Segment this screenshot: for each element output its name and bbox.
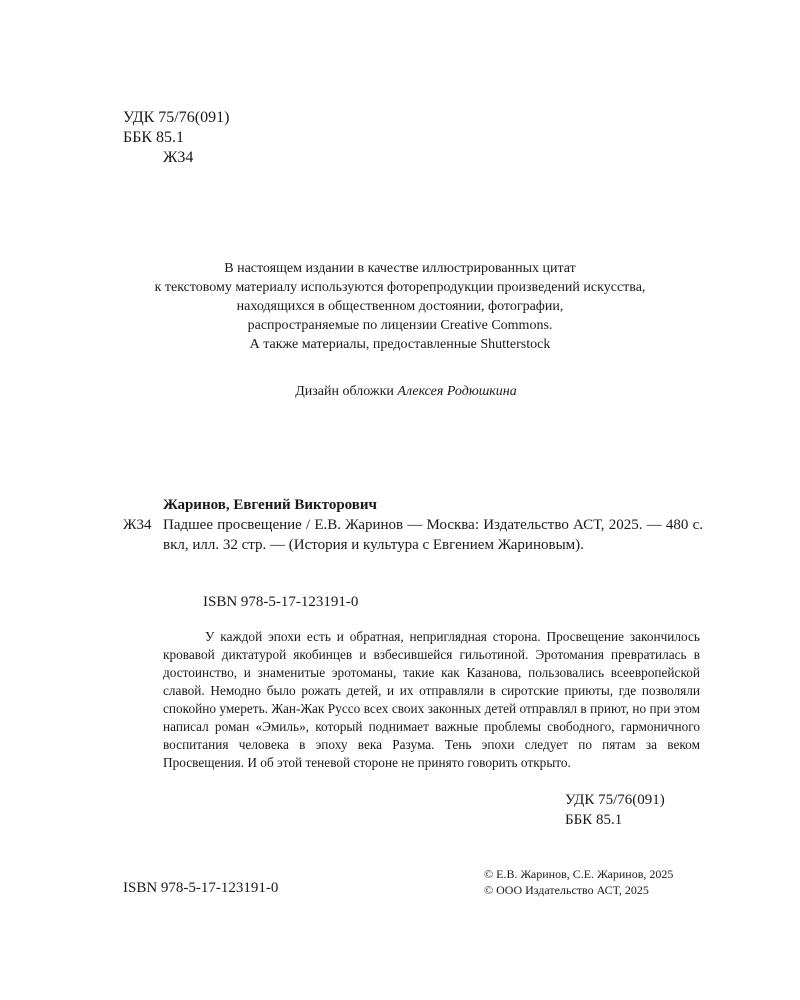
- record-udk: УДК 75/76(091): [565, 792, 665, 808]
- copyright-block: [484, 866, 673, 898]
- copyright-publisher: © ООО Издательство АСТ, 2025: [484, 883, 649, 897]
- record-description: Падшее просвещение / Е.В. Жаринов — Москва: Издательство АСТ, 2025. — 480 с. вкл, илл. 32 стр. — (История и культура с Евгением Жариновым).: [163, 517, 703, 553]
- notice-line: находящихся в общественном достоянии, фотографии,: [236, 299, 564, 314]
- record-author: Жаринов, Евгений Викторович: [163, 497, 377, 513]
- notice-line: А также материалы, предоставленные Shutterstock: [249, 337, 551, 352]
- footer-isbn: ISBN 978-5-17-123191-0: [123, 880, 279, 896]
- classification-codes: [123, 108, 229, 168]
- notice-line: В настоящем издании в качестве иллюстрированных цитат: [224, 261, 576, 276]
- design-label: Дизайн обложки: [295, 384, 394, 399]
- record-bbk: ББК 85.1: [565, 812, 623, 828]
- bbk-code: ББК 85.1: [123, 129, 185, 146]
- cover-design-credit: [100, 384, 712, 400]
- bibliographic-record: [123, 515, 703, 555]
- illustration-notice: [100, 259, 700, 354]
- author-mark: Ж34: [163, 149, 194, 166]
- udk-code: УДК 75/76(091): [123, 109, 230, 126]
- notice-line: к текстовому материалу используются фоторепродукции произведений искусства,: [154, 280, 646, 295]
- copyright-authors: © Е.В. Жаринов, С.Е. Жаринов, 2025: [484, 867, 674, 881]
- notice-line: распространяемые по лицензии Creative Commons.: [247, 318, 553, 333]
- record-classification: [565, 790, 665, 830]
- record-isbn: ISBN 978-5-17-123191-0: [203, 594, 359, 610]
- designer-name: Алексея Родюшкина: [397, 384, 517, 399]
- record-code: Ж34: [123, 517, 152, 533]
- annotation: У каждой эпохи есть и обратная, неприглядная сторона. Просвещение закончилось кровавой диктатурой якобинцев и взбесившейся гильотиной. Эротомания превратилась в достоинство, и знаменитые эротоманы, такие как Казанова, пользовались всеевропейской славой. Немодно было рожать детей, и их отправляли в сиротские приюты, где позволяли спокойно умереть. Жан-Жак Руссо всех своих законных детей отправлял в приют, но при этом написал роман «Эмиль», который поднимает важные проблемы свободного, гармоничного воспитания человека в эпоху века Разума. Тень эпохи следует по пятам за веком Просвещения. И об этой теневой стороне не принято говорить открыто.: [163, 629, 700, 770]
